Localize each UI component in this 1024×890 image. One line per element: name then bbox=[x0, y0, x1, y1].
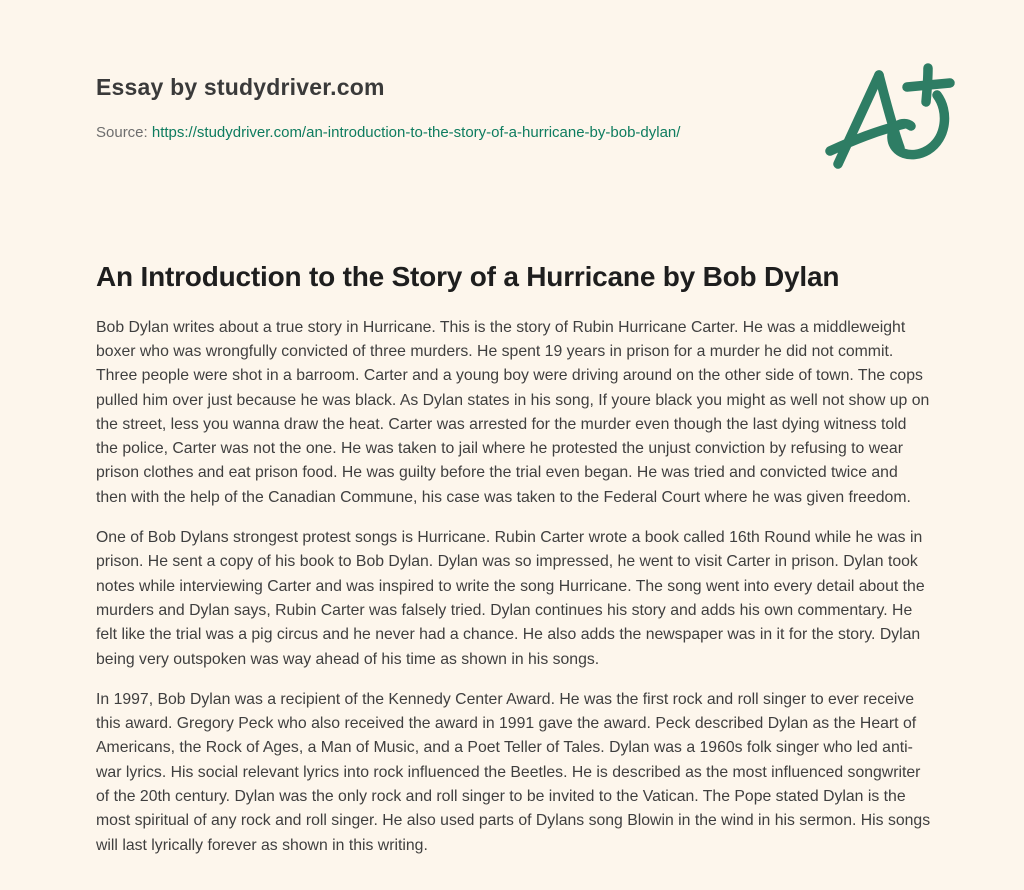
essay-paragraph-1: Bob Dylan writes about a true story in Hurricane. This is the story of Rubin Hurricane Carter. He was a middleweight boxer who was wrongfully convicted of three murders. He spent 19 years in prison for a murder he did not commit. Three people were shot in a barroom. Carter and a young boy were driving around on the other side of town. The cops pulled him over just because he was black. As Dylan states in his song, If youre black you might as well not show up on the street, less you wanna draw the heat. Carter was arrested for the murder even though the last dying witness told the police, Carter was not the one. He was taken to jail where he protested the unjust conviction by refusing to wear prison clothes and eat prison food. He was guilty before the trial even began. He was tried and convicted twice and then with the help of the Canadian Commune, his case was taken to the Federal Court where he was given freedom. bbox=[96, 318, 930, 506]
source-link[interactable]: https://studydriver.com/an-introduction-to-the-story-of-a-hurricane-by-bob-dylan/ bbox=[151, 123, 681, 141]
a-plus-logo-icon bbox=[824, 58, 960, 178]
source-line bbox=[96, 123, 936, 143]
essay-title: An Introduction to the Story of a Hurricane by Bob Dylan bbox=[96, 261, 840, 293]
essay-content bbox=[96, 260, 936, 858]
essay-body bbox=[96, 316, 936, 858]
essay-paragraph-2: One of Bob Dylans strongest protest songs is Hurricane. Rubin Carter wrote a book called 16th Round while he was in prison. He sent a copy of his book to Bob Dylan. Dylan was so impressed, he went to visit Carter in prison. Dylan took notes while interviewing Carter and was inspired to write the song Hurricane. The song went into every detail about the murders and Dylan says, Rubin Carter was falsely tried. Dylan continues his story and adds his own commentary. He felt like the trial was a pig circus and he never had a chance. He also adds the newspaper was in it for the story. Dylan being very outspoken was way ahead of his time as shown in his songs. bbox=[96, 529, 925, 668]
page-header bbox=[96, 74, 936, 142]
site-title: Essay by studydriver.com bbox=[96, 74, 385, 100]
essay-paragraph-3: In 1997, Bob Dylan was a recipient of the Kennedy Center Award. He was the first rock and roll singer to ever receive this award. Gregory Peck who also received the award in 1991 gave the award. Peck described Dylan as the Heart of Americans, the Rock of Ages, a Man of Music, and a Poet Teller of Tales. Dylan was a 1960s folk singer who led anti-war lyrics. His social relevant lyrics into rock influenced the Beetles. He is described as the most influenced songwriter of the 20th century. Dylan was the only rock and roll singer to be invited to the Vatican. The Pope stated Dylan is the most spiritual of any rock and roll singer. He also used parts of Dylans song Blowin in the wind in his sermon. His songs will last lyrically forever as shown in this writing. bbox=[96, 690, 931, 854]
source-label: Source: bbox=[96, 123, 148, 141]
